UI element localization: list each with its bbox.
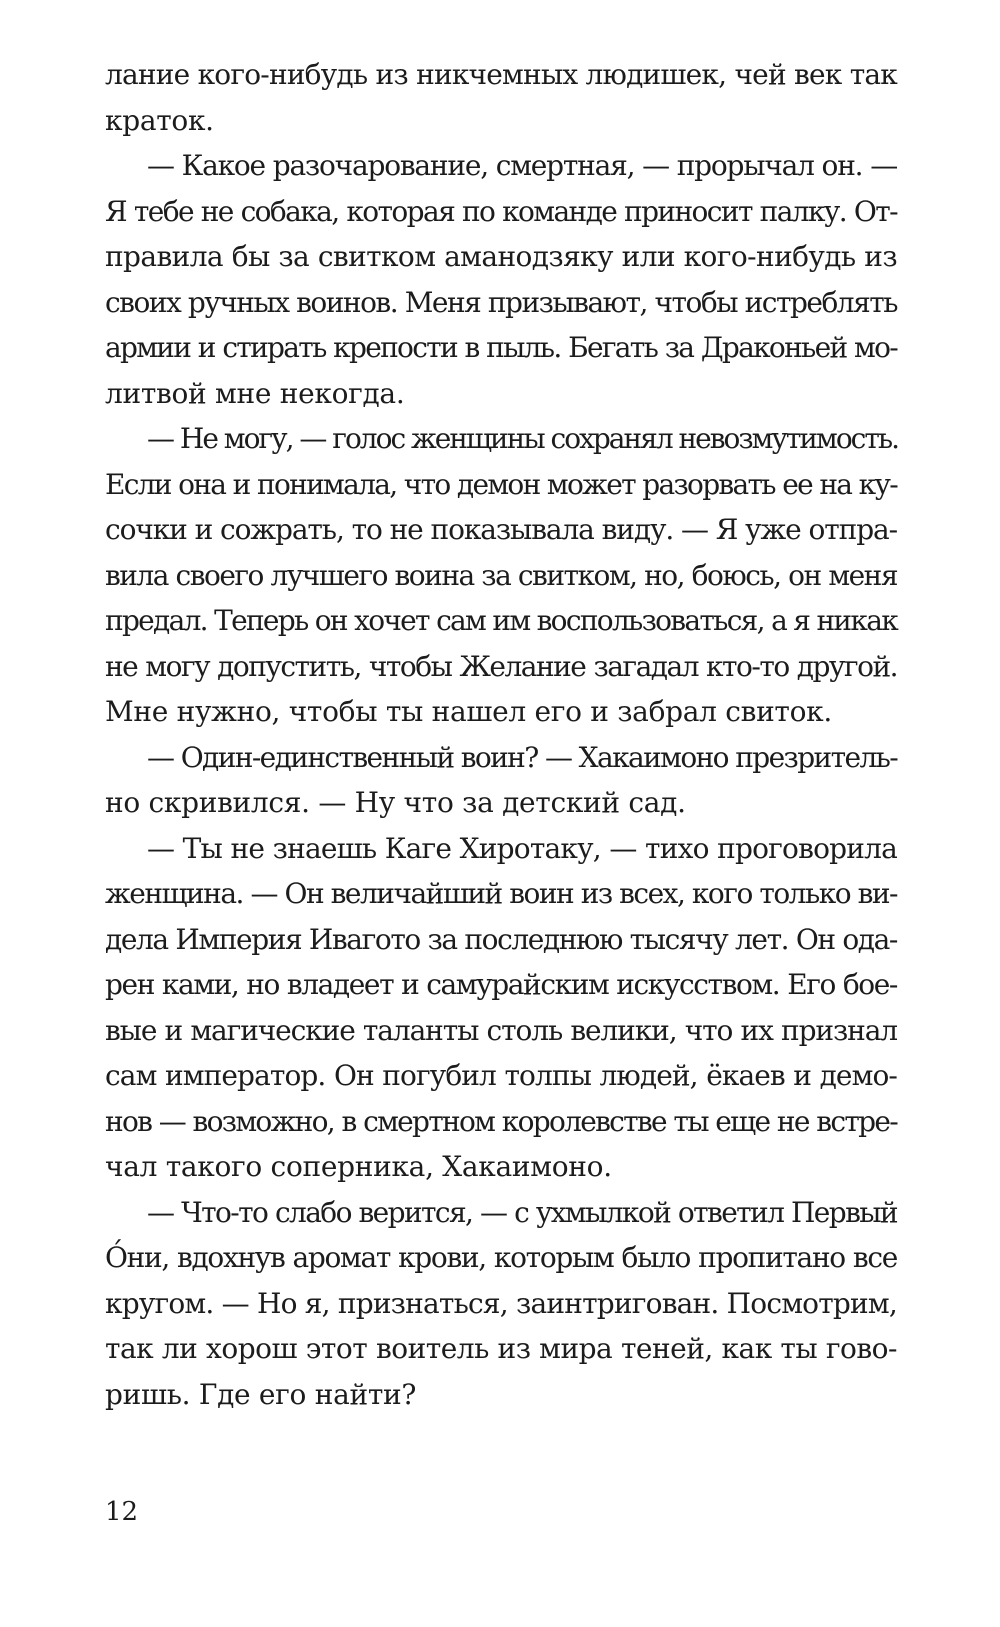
- text-line: Если она и понимала, что демон может разорвать ее на ку-: [105, 467, 897, 501]
- text-line: армии и стирать крепости в пыль. Бегать за Драконьей мо-: [105, 331, 897, 364]
- text-line: чал такого соперника, Хакаимоно.: [105, 1150, 612, 1183]
- text-line: лание кого-нибудь из никчемных людишек, чей век так: [105, 58, 897, 91]
- text-line: сам император. Он погубил толпы людей, ёкаев и демо-: [105, 1059, 897, 1092]
- text-line: — Один-единственный воин? — Хакаимоно презритель-: [147, 740, 898, 774]
- text-line: но скривился. — Ну что за детский сад.: [105, 786, 686, 819]
- text-line: предал. Теперь он хочет сам им воспользоваться, а я никак: [105, 604, 897, 637]
- text-line: кругом. — Но я, признаться, заинтригован. Посмотрим,: [105, 1286, 897, 1320]
- text-line: — Какое разочарование, смертная, — прорычал он. —: [147, 149, 897, 182]
- text-line: — Ты не знаешь Каге Хиротаку, — тихо проговорила: [147, 831, 897, 865]
- text-line: литвой мне некогда.: [105, 376, 405, 410]
- text-line: — Что-то слабо верится, — с ухмылкой ответил Первый: [147, 1195, 897, 1229]
- text-line: нов — возможно, в смертном королевстве ты еще не встре-: [105, 1104, 897, 1138]
- text-line: Мне нужно, чтобы ты нашел его и забрал свиток.: [105, 695, 832, 728]
- text-line: — Не могу, — голос женщины сохранял невозмутимость.: [147, 422, 899, 455]
- text-line: вила своего лучшего воина за свитком, но, боюсь, он меня: [105, 558, 897, 592]
- text-line: не могу допустить, чтобы Желание загадал кто-то другой.: [105, 649, 897, 683]
- text-line: краток.: [105, 103, 214, 137]
- text-line: ришь. Где его найти?: [105, 1377, 417, 1411]
- page-number: 12: [105, 1497, 139, 1527]
- text-line: О́ни, вдохнув аромат крови, которым было пропитано все: [105, 1241, 897, 1274]
- text-line: вые и магические таланты столь велики, что их признал: [105, 1013, 897, 1047]
- text-line: так ли хорош этот воитель из мира теней, как ты гово-: [105, 1332, 897, 1365]
- text-line: женщина. — Он величайший воин из всех, кого только ви-: [105, 877, 897, 910]
- text-line: дела Империя Ивагото за последнюю тысячу лет. Он ода-: [105, 922, 897, 956]
- text-line: Я тебе не собака, которая по команде приносит палку. От-: [105, 194, 897, 228]
- page-body: [105, 52, 897, 1417]
- text-line: рен ками, но владеет и самурайским искусством. Его бое-: [105, 968, 897, 1001]
- text-line: правила бы за свитком аманодзяку или кого-нибудь из: [105, 240, 897, 273]
- text-line: сочки и сожрать, то не показывала виду. — Я уже отпра-: [105, 513, 897, 546]
- text-line: своих ручных воинов. Меня призывают, чтобы истреблять: [105, 285, 897, 319]
